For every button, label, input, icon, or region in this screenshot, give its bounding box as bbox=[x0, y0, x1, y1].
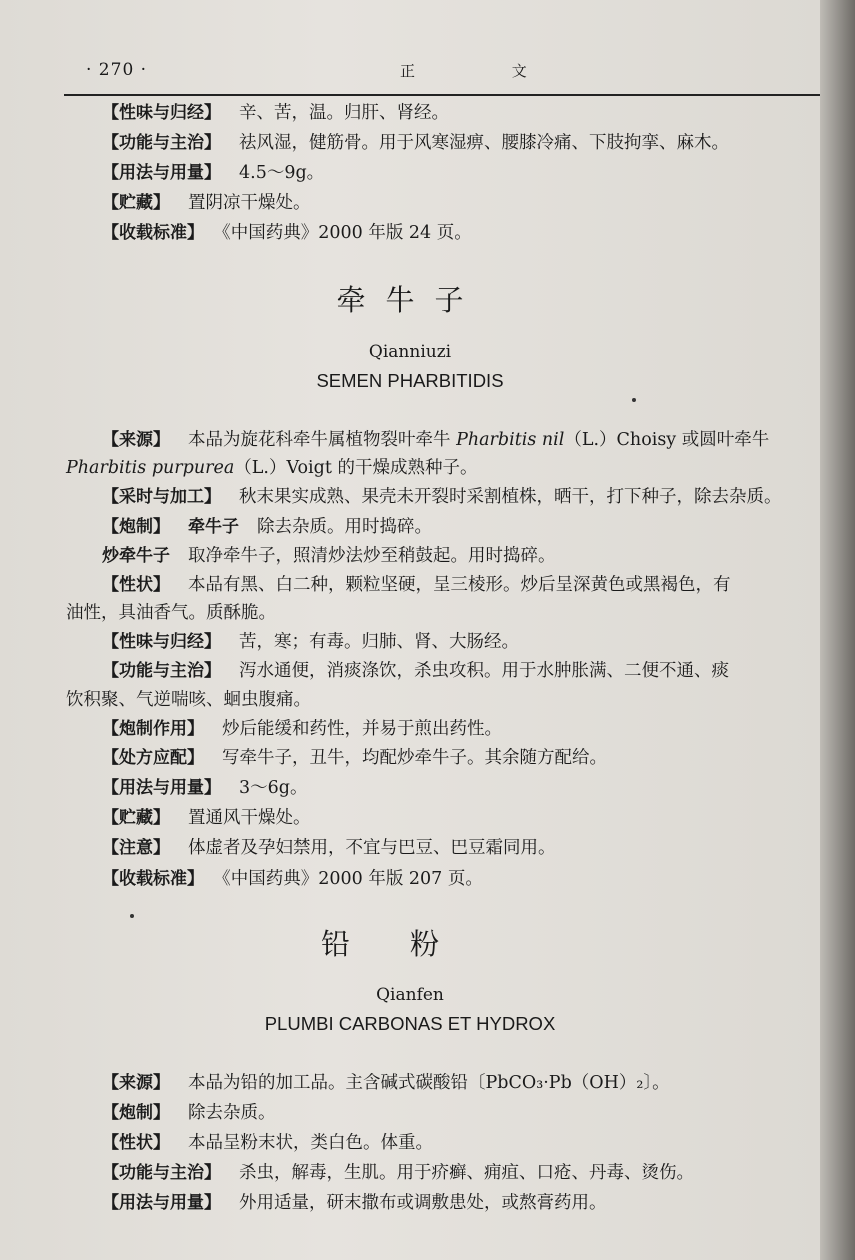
section-text: 除去杂质。用时捣碎。 bbox=[257, 517, 432, 537]
section-text: 置阴凉干燥处。 bbox=[188, 193, 311, 213]
qf-gongneng-line bbox=[102, 1160, 694, 1186]
header-rule bbox=[64, 94, 820, 96]
section-text: （L.）Voigt 的干燥成熟种子。 bbox=[234, 458, 478, 478]
section-text: 《中国药典》2000 年版 24 页。 bbox=[222, 223, 472, 243]
zhucang-line bbox=[102, 805, 311, 831]
section-text: 本品呈粉末状，类白色。体重。 bbox=[188, 1133, 433, 1153]
section-text: 4.5～9g。 bbox=[239, 163, 325, 183]
running-title: 正 文 bbox=[400, 62, 573, 80]
section-tag: 【炮制】 bbox=[102, 517, 170, 537]
section-text: 外用适量，研末撒布或调敷患处，或熬膏药用。 bbox=[239, 1193, 607, 1213]
section-text: 《中国药典》2000 年版 207 页。 bbox=[222, 869, 483, 889]
section-text: 写牵牛子，丑牛，均配炒牵牛子。其余随方配给。 bbox=[222, 748, 607, 768]
gongneng-line bbox=[102, 658, 729, 684]
section-tag: 【贮藏】 bbox=[102, 193, 170, 213]
yongfa-line bbox=[102, 775, 307, 801]
section-text: 辛、苦，温。归肝、肾经。 bbox=[239, 103, 449, 123]
section-text: 除去杂质。 bbox=[188, 1103, 276, 1123]
biaozhun-line bbox=[102, 866, 483, 892]
section-tag: 【处方应配】 bbox=[102, 748, 204, 768]
section-tag: 【功能与主治】 bbox=[102, 661, 221, 681]
section-text: 置通风干燥处。 bbox=[188, 808, 311, 828]
entry-title: 牵牛子 bbox=[336, 283, 484, 317]
chufang-line bbox=[102, 745, 607, 771]
section-tag: 【用法与用量】 bbox=[102, 163, 221, 183]
paozhi-line bbox=[102, 514, 432, 540]
laiyuan-line-2 bbox=[66, 455, 477, 481]
species-name: Pharbitis purpurea bbox=[66, 458, 235, 478]
section-tag: 【收载标准】 bbox=[102, 223, 204, 243]
section-text: 本品为铅的加工品。主含碱式碳酸铅〔PbCO₃·Pb（OH）₂〕。 bbox=[188, 1073, 670, 1093]
section-tag: 【注意】 bbox=[102, 838, 170, 858]
xingzhuang-line-2 bbox=[66, 600, 276, 626]
entry-pinyin: Qianfen bbox=[376, 985, 444, 1005]
print-speck bbox=[632, 398, 636, 402]
qf-laiyuan-line bbox=[102, 1070, 670, 1096]
section-text: 本品有黑、白二种，颗粒坚硬，呈三棱形。炒后呈深黄色或黑褐色，有 bbox=[188, 575, 731, 595]
section-tag: 【来源】 bbox=[102, 430, 170, 450]
page-binding-edge bbox=[820, 0, 855, 1260]
section-tag: 【性状】 bbox=[102, 1133, 170, 1153]
section-tag: 【采时与加工】 bbox=[102, 487, 221, 507]
xingzhuang-line bbox=[102, 572, 731, 598]
prev-xingwei-line bbox=[102, 100, 449, 126]
section-tag: 【炮制作用】 bbox=[102, 719, 204, 739]
section-text: 饮积聚、气逆喘咳、蛔虫腹痛。 bbox=[66, 690, 311, 710]
section-tag: 【功能与主治】 bbox=[102, 1163, 221, 1183]
species-name: Pharbitis nil bbox=[456, 430, 565, 450]
section-text: （L.）Choisy 或圆叶牵牛 bbox=[564, 430, 770, 450]
qf-paozhi-line bbox=[102, 1100, 276, 1126]
page-header bbox=[78, 56, 820, 90]
section-tag: 【用法与用量】 bbox=[102, 778, 221, 798]
section-tag: 【收载标准】 bbox=[102, 869, 204, 889]
prev-biaozhun-line bbox=[102, 220, 472, 246]
section-tag: 【来源】 bbox=[102, 1073, 170, 1093]
section-text: 体虚者及孕妇禁用，不宜与巴豆、巴豆霜同用。 bbox=[188, 838, 556, 858]
section-text: 本品为旋花科牵牛属植物裂叶牵牛 bbox=[188, 430, 457, 450]
entry-latin-name: PLUMBI CARBONAS ET HYDROX bbox=[264, 1013, 556, 1034]
section-tag: 【性状】 bbox=[102, 575, 170, 595]
entry-latin-name: SEMEN PHARBITIDIS bbox=[316, 370, 504, 391]
xingwei-line bbox=[102, 629, 519, 655]
zhuyi-line bbox=[102, 835, 556, 861]
section-text: 炒后能缓和药性，并易于煎出药性。 bbox=[222, 719, 502, 739]
page-number: · 270 · bbox=[86, 60, 148, 80]
section-text: 苦，寒；有毒。归肺、肾、大肠经。 bbox=[239, 632, 519, 652]
section-tag: 【性味与归经】 bbox=[102, 632, 221, 652]
qf-yongfa-line bbox=[102, 1190, 607, 1216]
section-tag: 【炮制】 bbox=[102, 1103, 170, 1123]
section-tag: 【贮藏】 bbox=[102, 808, 170, 828]
processed-name: 牵牛子 bbox=[188, 517, 239, 537]
gongneng-line-2 bbox=[66, 687, 311, 713]
chao-line bbox=[102, 543, 556, 569]
processed-name: 炒牵牛子 bbox=[102, 546, 170, 566]
entry-title: 铅粉 bbox=[320, 927, 499, 961]
caishi-line bbox=[102, 484, 782, 510]
zuoyong-line bbox=[102, 716, 502, 742]
section-text: 祛风湿，健筋骨。用于风寒湿痹、腰膝冷痛、下肢拘挛、麻木。 bbox=[239, 133, 729, 153]
prev-gongneng-line bbox=[102, 130, 729, 156]
prev-yongfa-line bbox=[102, 160, 324, 186]
section-text: 秋末果实成熟、果壳未开裂时采割植株，晒干，打下种子，除去杂质。 bbox=[239, 487, 782, 507]
section-tag: 【性味与归经】 bbox=[102, 103, 221, 123]
section-text: 取净牵牛子，照清炒法炒至稍鼓起。用时捣碎。 bbox=[188, 546, 556, 566]
section-text: 杀虫，解毒，生肌。用于疥癣、痈疽、口疮、丹毒、烫伤。 bbox=[239, 1163, 694, 1183]
laiyuan-line bbox=[102, 427, 769, 453]
entry-pinyin: Qianniuzi bbox=[368, 342, 452, 362]
qf-xingzhuang-line bbox=[102, 1130, 433, 1156]
prev-zhucang-line bbox=[102, 190, 311, 216]
section-tag: 【功能与主治】 bbox=[102, 133, 221, 153]
section-text: 油性，具油香气。质酥脆。 bbox=[66, 603, 276, 623]
section-tag: 【用法与用量】 bbox=[102, 1193, 221, 1213]
section-text: 泻水通便，消痰涤饮，杀虫攻积。用于水肿胀满、二便不通、痰 bbox=[239, 661, 729, 681]
section-text: 3～6g。 bbox=[239, 778, 308, 798]
print-speck bbox=[130, 914, 134, 918]
